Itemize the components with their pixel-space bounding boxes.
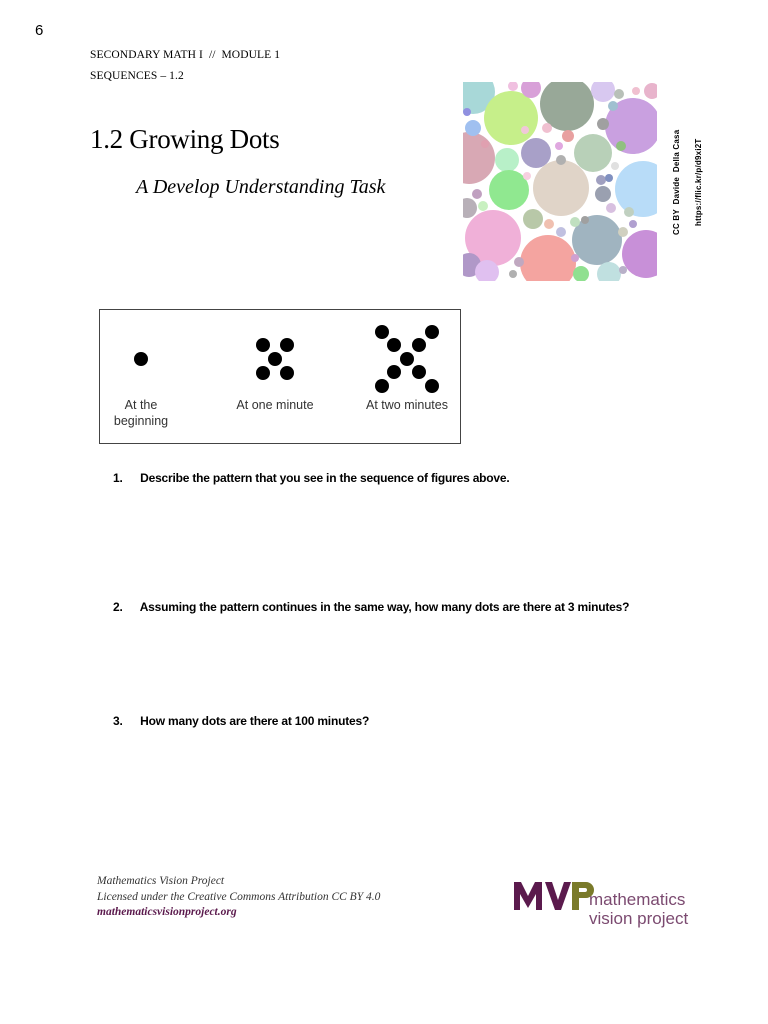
label-at-one-minute: At one minute [236, 398, 314, 412]
question-3-text: How many dots are there at 100 minutes? [140, 714, 370, 728]
label-at-beginning: At the beginning [113, 398, 169, 428]
question-3 [113, 714, 369, 728]
bubbles-artwork [463, 82, 657, 281]
header-section: SEQUENCES – 1.2 [90, 70, 184, 82]
page-number: 6 [35, 22, 44, 39]
mvp-logo-wordmark: mathematics vision project [589, 890, 689, 928]
footer-project-name: Mathematics Vision Project [97, 875, 225, 887]
question-3-number: 3. [113, 714, 123, 728]
question-1 [113, 471, 510, 485]
dots-at-one-minute [256, 338, 294, 380]
question-2-number: 2. [113, 600, 123, 614]
image-credit-license: CC BY Davide Della Casa [672, 129, 681, 235]
growing-dots-figure [99, 309, 461, 444]
image-credit [668, 82, 718, 282]
mvp-logo-mark [514, 880, 596, 914]
label-at-two-minutes: At two minutes [366, 398, 448, 412]
running-header [90, 45, 280, 87]
header-course: SECONDARY MATH I // MODULE 1 [90, 49, 281, 61]
question-2-text: Assuming the pattern continues in the same way, how many dots are there at 3 minutes? [139, 600, 630, 614]
footer-attribution [97, 874, 380, 921]
dots-at-two-minutes [375, 325, 439, 393]
bubbles-image [463, 82, 657, 281]
image-credit-link[interactable]: https://flic.kr/p/d9xi2T [694, 138, 703, 226]
page-title: 1.2 Growing Dots [90, 124, 280, 154]
task-subtitle: A Develop Understanding Task [136, 176, 386, 198]
mvp-logo [514, 878, 704, 930]
question-2 [113, 600, 629, 614]
dots-at-beginning [134, 352, 148, 366]
question-1-number: 1. [113, 471, 123, 485]
footer-license: Licensed under the Creative Commons Attribution CC BY 4.0 [97, 890, 381, 903]
footer-website-link[interactable]: mathematicsvisionproject.org [97, 906, 237, 918]
question-1-text: Describe the pattern that you see in the sequence of figures above. [140, 471, 510, 485]
